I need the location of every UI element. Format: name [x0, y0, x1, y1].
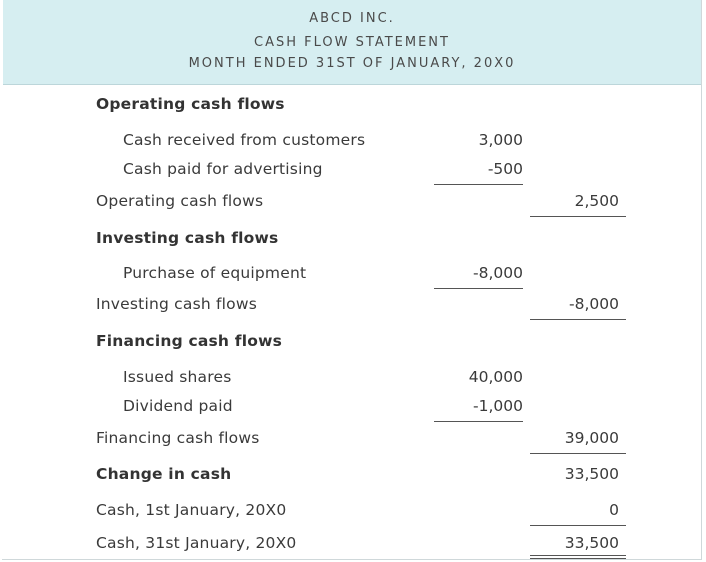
line-item-label: Issued shares	[123, 368, 232, 386]
investing-heading: Investing cash flows	[96, 229, 279, 247]
operating-total-value: 2,500	[574, 192, 619, 210]
line-item-row	[0, 131, 706, 153]
line-item-label: Dividend paid	[123, 397, 233, 415]
total-rule	[530, 525, 626, 526]
investing-total-value: -8,000	[569, 295, 619, 313]
opening-label: Cash, 1st January, 20X0	[96, 501, 287, 519]
total-rule	[530, 216, 626, 217]
operating-total-label: Operating cash flows	[96, 192, 264, 210]
financing-total-row	[0, 429, 706, 451]
line-item-value: 3,000	[478, 131, 523, 149]
change-row	[0, 465, 706, 487]
double-underline	[530, 555, 626, 559]
line-item-value: -1,000	[473, 397, 523, 415]
statement-title: CASH FLOW STATEMENT	[254, 35, 450, 50]
financing-total-label: Financing cash flows	[96, 429, 260, 447]
investing-heading-row	[0, 229, 706, 251]
line-item-value: -8,000	[473, 264, 523, 282]
line-item-label: Purchase of equipment	[123, 264, 307, 282]
line-item-value: 40,000	[468, 368, 523, 386]
subtotal-rule	[434, 184, 523, 185]
total-rule	[530, 319, 626, 320]
line-item-row	[0, 264, 706, 286]
operating-heading: Operating cash flows	[96, 95, 285, 113]
total-rule	[530, 453, 626, 454]
line-item-row	[0, 160, 706, 182]
closing-row	[0, 534, 706, 556]
opening-value: 0	[609, 501, 619, 519]
subtotal-rule	[434, 421, 523, 422]
closing-label: Cash, 31st January, 20X0	[96, 534, 297, 552]
investing-total-label: Investing cash flows	[96, 295, 257, 313]
line-item-value: -500	[487, 160, 523, 178]
change-label: Change in cash	[96, 465, 232, 483]
operating-heading-row	[0, 95, 706, 117]
operating-total-row	[0, 192, 706, 214]
financing-heading: Financing cash flows	[96, 332, 283, 350]
company-name: ABCD INC.	[309, 11, 395, 26]
financing-total-value: 39,000	[564, 429, 619, 447]
statement-header	[3, 0, 701, 85]
line-item-row	[0, 397, 706, 419]
closing-value: 33,500	[564, 534, 619, 552]
change-value: 33,500	[564, 465, 619, 483]
line-item-label: Cash paid for advertising	[123, 160, 323, 178]
statement-period: MONTH ENDED 31ST OF JANUARY, 20X0	[188, 56, 516, 71]
line-item-row	[0, 368, 706, 390]
opening-row	[0, 501, 706, 523]
investing-total-row	[0, 295, 706, 317]
subtotal-rule	[434, 288, 523, 289]
financing-heading-row	[0, 332, 706, 354]
line-item-label: Cash received from customers	[123, 131, 366, 149]
